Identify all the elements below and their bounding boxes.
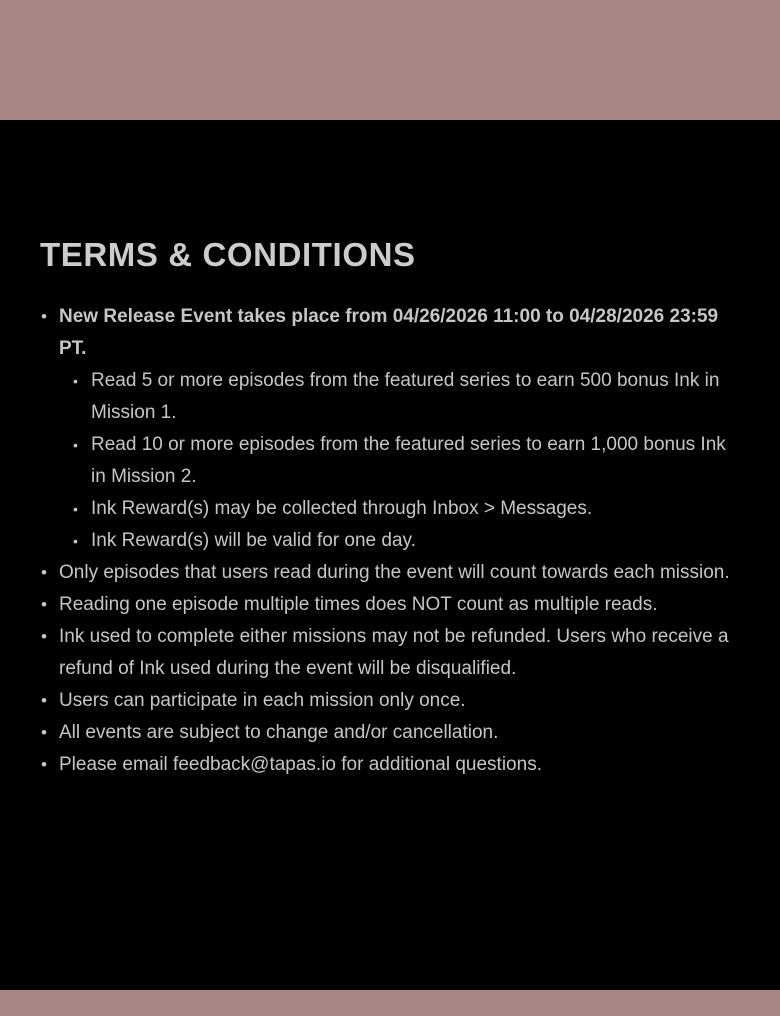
list-item [40, 301, 740, 557]
list-item-text: New Release Event takes place from 04/26/2026 11:00 to 04/28/2026 23:59 PT. [59, 306, 719, 359]
terms-section [0, 120, 780, 781]
sub-list-item: • Read 5 or more episodes from the featured series to earn 500 bonus Ink in Mission 1. [73, 365, 740, 429]
sub-list-item: • Ink Reward(s) may be collected through Inbox > Messages. [73, 493, 740, 525]
list-item-text: All events are subject to change and/or cancellation. [59, 722, 499, 743]
list-item-text: Ink used to complete either missions may not be refunded. Users who receive a refund of Ink used during the event will be disqualified. [59, 626, 729, 679]
terms-heading: TERMS & CONDITIONS [40, 236, 416, 273]
list-item-text: Reading one episode multiple times does NOT count as multiple reads. [59, 594, 658, 615]
list-item-text: Please email feedback@tapas.io for additional questions. [59, 754, 542, 775]
list-item [40, 717, 740, 749]
sub-list-item: • Read 10 or more episodes from the featured series to earn 1,000 bonus Ink in Mission 2. [73, 429, 740, 493]
list-item [40, 749, 740, 781]
top-banner [0, 0, 780, 120]
general-terms-list [40, 557, 740, 781]
list-item [40, 685, 740, 717]
event-terms-list [40, 301, 740, 557]
sub-list [73, 365, 740, 557]
bottom-banner [0, 990, 780, 1016]
list-item-text: Only episodes that users read during the event will count towards each mission. [59, 562, 730, 583]
sub-list-item: • Ink Reward(s) will be valid for one day. [73, 525, 740, 557]
list-item [40, 621, 740, 685]
list-item [40, 589, 740, 621]
list-item-text: Users can participate in each mission only once. [59, 690, 466, 711]
list-item [40, 557, 740, 589]
